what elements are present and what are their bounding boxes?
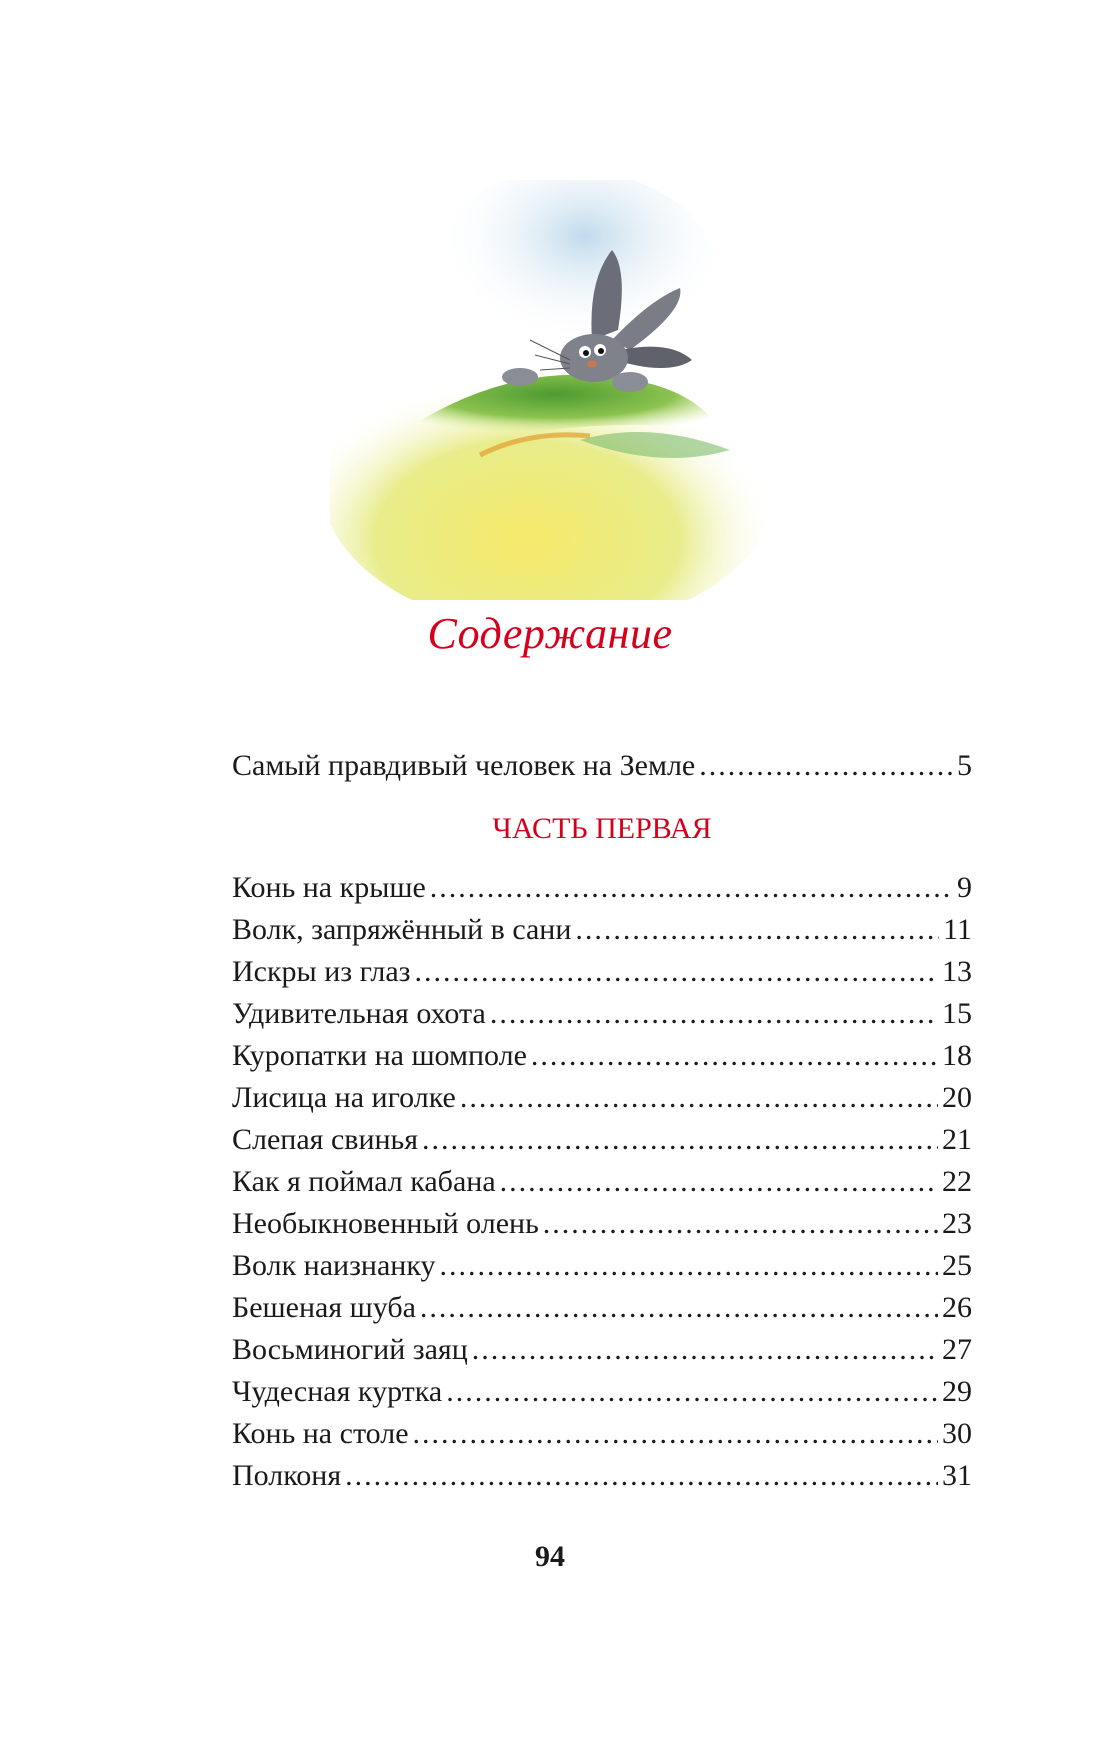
dot-leader xyxy=(543,1203,938,1245)
toc-entry-label: Необыкновенный олень xyxy=(232,1207,539,1240)
toc-entry[interactable] xyxy=(232,909,972,951)
toc-entry-label: Волк, запряжённый в сани xyxy=(232,913,572,946)
dot-leader xyxy=(413,1413,938,1455)
toc-entry-label: Волк наизнанку xyxy=(232,1249,436,1282)
dot-leader xyxy=(420,1287,938,1329)
toc-entry[interactable] xyxy=(232,1329,972,1371)
dot-leader xyxy=(490,993,938,1035)
toc-entry-page: 29 xyxy=(942,1375,972,1408)
toc-entry-label: Слепая свинья xyxy=(232,1123,419,1156)
toc-entry[interactable] xyxy=(232,1203,972,1245)
dot-leader xyxy=(415,951,938,993)
toc-entry-label: Чудесная куртка xyxy=(232,1375,443,1408)
toc-entry[interactable] xyxy=(232,1035,972,1077)
toc-entry[interactable] xyxy=(232,1119,972,1161)
toc-entry-page: 21 xyxy=(942,1123,972,1156)
toc-entry[interactable] xyxy=(232,867,972,909)
toc-entry-page: 13 xyxy=(942,955,972,988)
dot-leader xyxy=(345,1455,938,1497)
toc-entry-intro[interactable] xyxy=(232,745,972,787)
dot-leader xyxy=(500,1161,938,1203)
toc-entry-page: 9 xyxy=(957,871,972,904)
toc-entry-label: Конь на крыше xyxy=(232,871,426,904)
toc-entry-page: 26 xyxy=(942,1291,972,1324)
toc-entry-label: Конь на столе xyxy=(232,1417,409,1450)
toc-entry-page: 20 xyxy=(942,1081,972,1114)
toc-entry-page: 15 xyxy=(942,997,972,1030)
toc-entry[interactable] xyxy=(232,1077,972,1119)
toc-entry[interactable] xyxy=(232,1455,972,1497)
toc-entry-label: Удивительная охота xyxy=(232,997,486,1030)
dot-leader xyxy=(531,1035,938,1077)
toc-entry-label: Полконя xyxy=(232,1459,342,1492)
toc-entry-label: Восьминогий заяц xyxy=(232,1333,468,1366)
hare-on-hill-illustration xyxy=(330,180,770,600)
toc-entry[interactable] xyxy=(232,1161,972,1203)
toc-entry-page: 11 xyxy=(943,913,972,946)
hare-illustration-icon xyxy=(330,180,770,600)
toc-entry-page: 18 xyxy=(942,1039,972,1072)
toc-entry[interactable] xyxy=(232,951,972,993)
dot-leader xyxy=(430,867,953,909)
toc-entry-label: Куропатки на шомполе xyxy=(232,1039,527,1072)
toc-entry-page: 30 xyxy=(942,1417,972,1450)
toc-entry-page: 22 xyxy=(942,1165,972,1198)
table-of-contents xyxy=(232,745,972,1497)
toc-entry-page: 5 xyxy=(957,749,972,782)
toc-entry[interactable] xyxy=(232,1287,972,1329)
toc-entry-label: Искры из глаз xyxy=(232,955,411,988)
toc-entry-label: Самый правдивый человек на Земле xyxy=(232,749,696,782)
dot-leader xyxy=(472,1329,938,1371)
toc-entry-page: 31 xyxy=(942,1459,972,1492)
dot-leader xyxy=(575,909,939,951)
section-heading-part-one: ЧАСТЬ ПЕРВАЯ xyxy=(492,812,712,845)
toc-entry-label: Лисица на иголке xyxy=(232,1081,456,1114)
toc-entry-page: 25 xyxy=(942,1249,972,1282)
toc-entry[interactable] xyxy=(232,1371,972,1413)
page-number: 94 xyxy=(535,1540,565,1573)
toc-entry-page: 23 xyxy=(942,1207,972,1240)
toc-entry-page: 27 xyxy=(942,1333,972,1366)
toc-entry-label: Бешеная шуба xyxy=(232,1291,416,1324)
toc-entry[interactable] xyxy=(232,1245,972,1287)
toc-entry[interactable] xyxy=(232,1413,972,1455)
dot-leader xyxy=(699,745,953,787)
dot-leader xyxy=(422,1119,938,1161)
dot-leader xyxy=(440,1245,938,1287)
toc-entry[interactable] xyxy=(232,993,972,1035)
dot-leader xyxy=(446,1371,938,1413)
toc-entry-label: Как я поймал кабана xyxy=(232,1165,496,1198)
page-title: Содержание xyxy=(427,609,673,658)
dot-leader xyxy=(460,1077,938,1119)
